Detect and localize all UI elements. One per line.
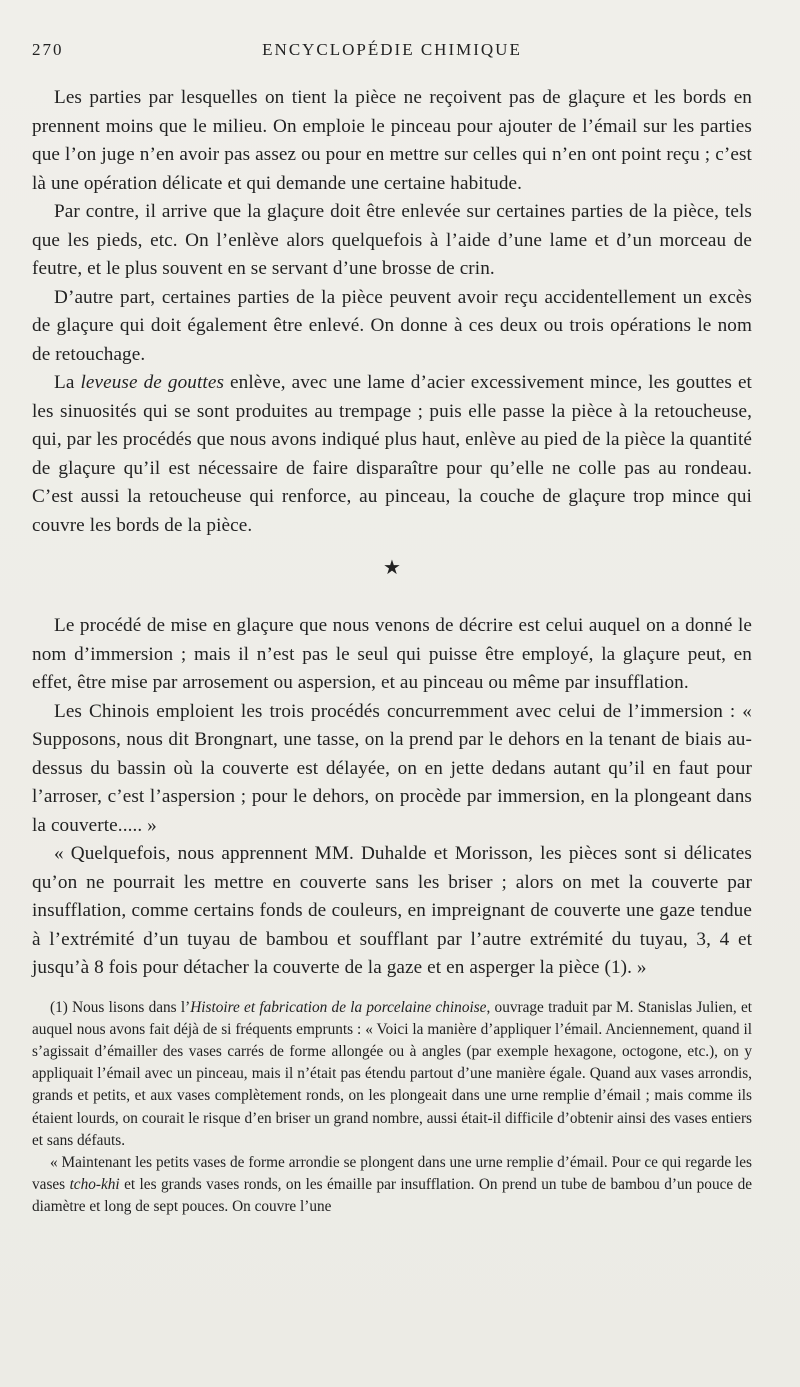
page-number: 270 xyxy=(32,40,64,59)
paragraph-4 xyxy=(32,369,752,540)
footnote-2-rest: et les grands vases ronds, on les émaille par insufflation. On prend un tube de bambou d’un pouce de diamètre et long de sept pouces. On couvre l’une xyxy=(32,1176,753,1216)
footnote-1-rest: , ouvrage traduit par M. Stanislas Julien, et auquel nous avons fait déjà de si fréquents emprunts : « Voici la manière d’appliquer l’émail. Anciennement, quand il s’agissait d’émailler des vases carrés de forme allongée ou à angles (par exemple hexagone, octogone, etc.), on y appliquait l’émail avec un pinceau, mais il n’était pas étendu partout d’une manière égale. Quand aux vases arrondis, grands et petits, et aux vases complètement ronds, on les plongeait dans une urne remplie d’émail ; mais comme ils étaient lourds, on courait le risque d’en briser un grand nombre, aussi était-il difficile d’obtenir ainsi des vases entiers et sans défauts. xyxy=(32,998,752,1149)
footnote-2-start: « Maintenant les petits vases de forme arrondie se plongent dans une urne remplie d’émail. Pour ce qui regarde les vases xyxy=(32,1153,752,1194)
footnote-2-italic: tcho-khi xyxy=(69,1176,120,1194)
section-separator-star: ★ xyxy=(383,557,401,579)
paragraph-6: Les Chinois emploient les trois procédés concurremment avec celui de l’immersion : « Supposons, nous dit Brongnart, une tasse, on la prend par le dehors en la tenant de biais au-dessus du bassin où la couverte est délayée, on en jette dedans autant qu’il en faut pour l’arroser, c’est l’aspersion ; pour le dehors, on procède par immersion, en la plongeant dans la couverte..... » xyxy=(32,700,752,836)
footnote-1-start: (1) Nous lisons dans l’ xyxy=(50,998,191,1016)
paragraph-2: Par contre, il arrive que la glaçure doit être enlevée sur certaines parties de la pièce, tels que les pieds, etc. On l’enlève alors quelquefois à l’aide d’une lame et d’un morceau de feutre, et le plus souvent en se servant d’une brosse de crin. xyxy=(32,201,752,279)
paragraph-3: D’autre part, certaines parties de la pièce peuvent avoir reçu accidentellement un excès de glaçure qui doit également être enlevé. On donne à ces deux ou trois opérations le nom de retouchage. xyxy=(32,286,752,365)
running-title: ENCYCLOPÉDIE CHIMIQUE xyxy=(262,40,522,59)
paragraph-7: « Quelquefois, nous apprennent MM. Duhalde et Morisson, les pièces sont si délicates qu’on ne pourrait les mettre en couverte sans les briser ; alors on met la couverte par insufflation, comme certains fonds de couleurs, en impreignant de couverte une gaze tendue à l’extrémité d’un tuyau de bambou et soufflant par l’autre extrémité du tuyau, 3, 4 et jusqu’à 8 fois pour détacher la couverte de la gaze et en asperger la pièce (1). » xyxy=(32,843,752,978)
footnote-1-italic: Histoire et fabrication de la porcelaine chinoise xyxy=(190,998,487,1016)
paragraph-4-start: La xyxy=(54,372,75,393)
running-head xyxy=(32,40,752,70)
main-text xyxy=(32,84,752,983)
paragraph-4-rest: enlève, avec une lame d’acier excessivement mince, les gouttes et les sinuosités qui se sont produites au trempage ; puis elle passe la pièce à la retoucheuse, qui, par les procédés que nous avons indiqué plus haut, enlève au pied de la pièce la quantité de glaçure qu’il est nécessaire de faire disparaître pour qu’elle ne colle pas au rondeau. C’est aussi la retoucheuse qui renforce, au pinceau, la couche de glaçure trop mince qui couvre les bords de la pièce. xyxy=(32,372,752,536)
paragraph-4-italic: leveuse de gouttes xyxy=(80,372,225,393)
footnote-2 xyxy=(32,1152,752,1219)
paragraph-1: Les parties par lesquelles on tient la pièce ne reçoivent pas de glaçure et les bords en prennent moins que le milieu. On emploie le pinceau pour ajouter de l’émail sur les parties que l’on juge n’en avoir pas assez ou pour en mettre sur celles qui n’en ont point reçu ; c’est là une opération délicate et qui demande une certaine habitude. xyxy=(32,87,752,194)
footnote-1 xyxy=(32,997,752,1152)
footnotes xyxy=(32,997,752,1219)
paragraph-5: Le procédé de mise en glaçure que nous venons de décrire est celui auquel on a donné le nom d’immersion ; mais il n’est pas le seul qui puisse être employé, la glaçure peut, en effet, être mise par arrosement ou aspersion, et au pinceau ou même par insufflation. xyxy=(32,615,752,693)
